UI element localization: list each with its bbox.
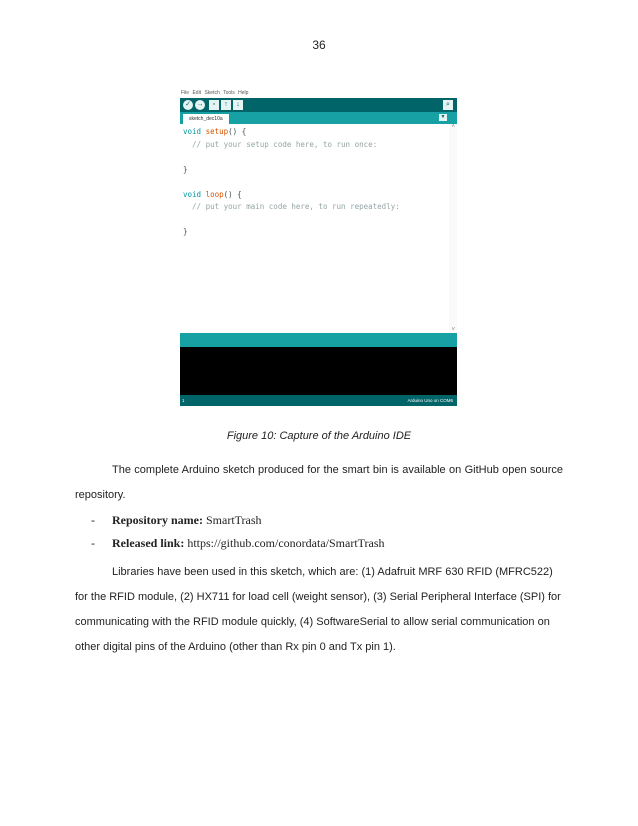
- paragraph-libraries: Libraries have been used in this sketch, which are: (1) Adafruit MRF 630 RFID (MFRC522) for the RFID module, (2) HX711 for load cell (weight sensor), (3) Serial Peripheral Interface (SPI) for communicating with the RFID module quickly, (4) SoftwareSerial to allow serial communication on other digital pins of the Arduino (other than Rx pin 0 and Tx pin 1).: [75, 566, 561, 653]
- bullet-label: Repository name:: [112, 513, 203, 527]
- toolbar: [180, 98, 457, 112]
- setup-comment: // put your setup code here, to run once:: [192, 139, 378, 149]
- tab-sketch[interactable]: sketch_dec10a: [183, 114, 229, 124]
- console-output[interactable]: [180, 347, 457, 395]
- bullet-dash: -: [91, 536, 95, 550]
- keyword-void: void: [183, 127, 202, 136]
- function-loop: loop: [205, 189, 224, 199]
- bullet-label: Released link:: [112, 536, 185, 550]
- bullet-repository: [91, 513, 262, 528]
- code-text: [183, 126, 400, 239]
- code-editor[interactable]: [180, 124, 457, 333]
- menu-tools[interactable]: Tools: [223, 90, 235, 96]
- bullet-link: [91, 536, 385, 551]
- keyword-void: void: [183, 189, 202, 199]
- status-footer: [180, 395, 457, 406]
- editor-scrollbar[interactable]: [449, 124, 457, 333]
- arduino-ide-screenshot: [180, 89, 457, 406]
- tab-bar: [180, 112, 457, 124]
- setup-close-brace: }: [183, 164, 188, 174]
- line-number: 1: [182, 398, 185, 403]
- bullet-value: SmartTrash: [205, 513, 262, 527]
- verify-icon[interactable]: ✓: [183, 100, 193, 110]
- upload-icon[interactable]: →: [196, 101, 204, 108]
- board-status: Arduino Uno on COM6: [407, 398, 453, 403]
- figure-caption: Figure 10: Capture of the Arduino IDE: [226, 430, 412, 442]
- setup-signature: () {: [228, 127, 247, 136]
- menu-sketch[interactable]: Sketch: [204, 90, 220, 96]
- loop-signature: () {: [223, 189, 242, 199]
- loop-comment: // put your main code here, to run repeatedly:: [192, 202, 400, 211]
- function-setup: setup: [205, 127, 229, 136]
- open-icon[interactable]: ↑: [221, 100, 231, 110]
- new-icon[interactable]: ▫: [209, 100, 219, 110]
- menu-help[interactable]: Help: [238, 90, 249, 96]
- chevron-down-icon[interactable]: ▼: [440, 114, 446, 120]
- paragraph-github: The complete Arduino sketch produced for the smart bin is available on GitHub open source repository.: [75, 464, 563, 501]
- page-number: 36: [312, 38, 326, 52]
- serial-monitor-icon[interactable]: ⌕: [443, 100, 453, 110]
- repository-link[interactable]: https://github.com/conordata/SmartTrash: [187, 536, 385, 550]
- bullet-dash: -: [91, 513, 95, 527]
- loop-close-brace: }: [183, 227, 188, 236]
- scroll-up-icon[interactable]: ˄: [451, 124, 455, 130]
- menu-edit[interactable]: Edit: [192, 90, 202, 96]
- menu-file[interactable]: File: [181, 90, 190, 96]
- menu-bar: [180, 89, 457, 98]
- save-icon[interactable]: ↓: [233, 100, 243, 110]
- scroll-down-icon[interactable]: ˅: [451, 327, 455, 333]
- status-strip: [180, 333, 457, 347]
